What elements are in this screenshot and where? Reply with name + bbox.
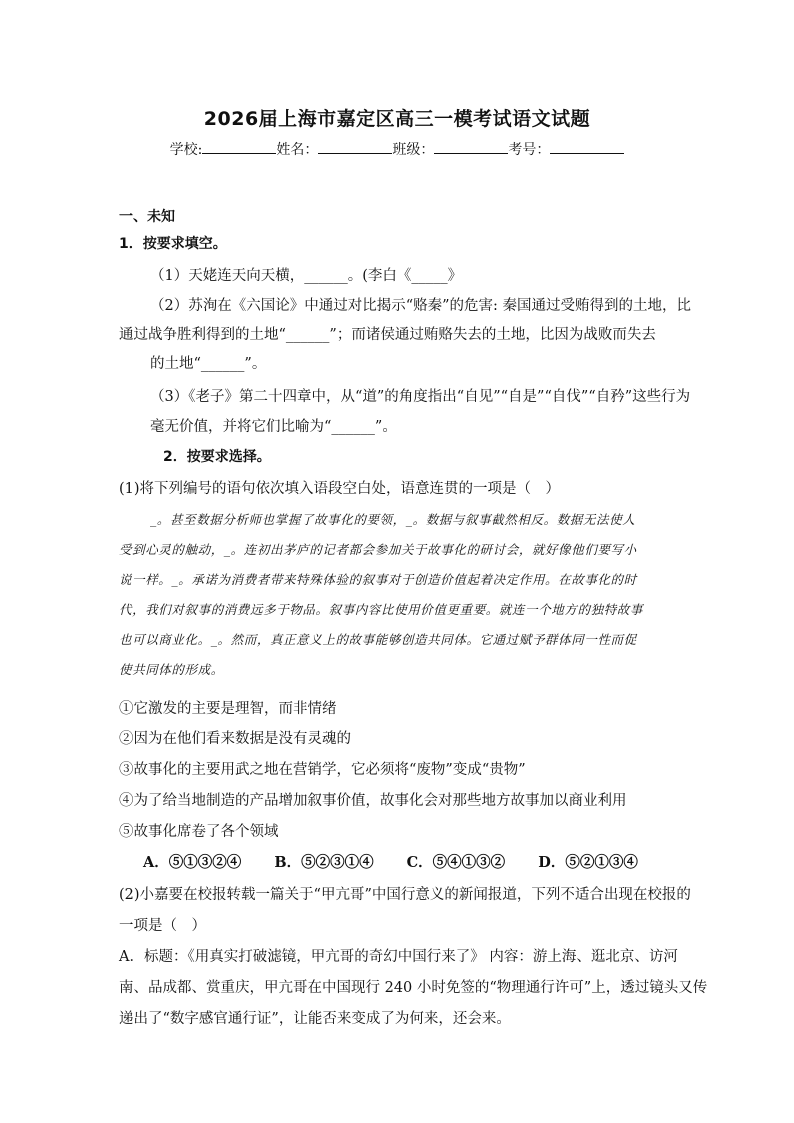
- answer-choice-d[interactable]: D．⑤②①③④: [538, 854, 638, 871]
- passage-line: 代，我们对叙事的消费远多于物品。叙事内容比使用价值更重要。就连一个地方的独特故事: [119, 602, 644, 617]
- answer-choice-b[interactable]: B．⑤②③①④: [274, 854, 374, 871]
- q1-item-1: （1）天姥连天向天横，______。(李白《_____》: [150, 268, 463, 284]
- passage-line: 使共同体的形成。: [119, 662, 224, 677]
- q1-item-3-line-1: （3）《老子》第二十四章中，从“道”的角度指出“自见”“自是”“自伐”“自矜”这些行为: [150, 389, 691, 405]
- answer-choices: [143, 851, 666, 872]
- option-sentence-4: ④为了给当地制造的产品增加叙事价值，故事化会对那些地方故事加以商业利用: [119, 793, 627, 809]
- q1-item-2-line-2: 通过战争胜利得到的土地“______”；而诸侯通过贿赂失去的土地，比因为战败而失去: [119, 327, 656, 343]
- passage-line: _。甚至数据分析师也掌握了故事化的要领，_。数据与叙事截然相反。数据无法使人: [150, 512, 636, 527]
- student-info-line: [0, 139, 794, 159]
- name-blank[interactable]: [318, 139, 392, 154]
- question-2-heading: 2．按要求选择。: [163, 449, 271, 465]
- school-blank[interactable]: [202, 139, 276, 154]
- option-sentence-2: ②因为在他们看来数据是没有灵魂的: [119, 731, 351, 747]
- exam-no-label: 考号：: [508, 142, 551, 158]
- question-1-heading: 1．按要求填空。: [119, 236, 227, 252]
- q2-sub2-stem-line-1: (2)小嘉要在校报转载一篇关于“甲亢哥”中国行意义的新闻报道，下列不适合出现在校报的: [119, 887, 691, 903]
- exam-no-blank[interactable]: [550, 139, 624, 154]
- option-sentence-5: ⑤故事化席卷了各个领域: [119, 824, 279, 840]
- option-sentence-1: ①它激发的主要是理智，而非情绪: [119, 701, 337, 717]
- class-label: 班级：: [392, 142, 435, 158]
- q1-item-2-line-3: 的土地“______”。: [150, 356, 267, 372]
- name-label: 姓名：: [276, 142, 319, 158]
- passage-line: 受到心灵的触动，_。连初出茅庐的记者都会参加关于故事化的研讨会，就好像他们要写小: [119, 542, 637, 557]
- q2-sub2-stem-line-2: 一项是（ ）: [119, 918, 206, 934]
- section-heading: 一、未知: [119, 209, 175, 225]
- q2-sub2-option-a-line-3: 递出了“数字感官通行证”，让能否来变成了为何来，还会来。: [119, 1011, 511, 1027]
- school-label: 学校:: [169, 142, 203, 158]
- q1-item-2-line-1: （2）苏洵在《六国论》中通过对比揭示“赂秦”的危害: 秦国通过受贿得到的土地，比: [150, 298, 692, 314]
- class-blank[interactable]: [434, 139, 508, 154]
- answer-choice-c[interactable]: C．⑤④①③②: [406, 854, 506, 871]
- passage-line: 也可以商业化。_。然而，真正意义上的故事能够创造共同体。它通过赋予群体同一性而促: [119, 632, 637, 647]
- answer-choice-a[interactable]: A．⑤①③②④: [143, 854, 242, 871]
- passage-line: 说一样。_。承诺为消费者带来特殊体验的叙事对于创造价值起着决定作用。在故事化的时: [119, 572, 637, 587]
- q1-item-3-line-2: 毫无价值，并将它们比喻为“______”。: [150, 419, 397, 435]
- page-title: 2026届上海市嘉定区高三一模考试语文试题: [203, 108, 591, 130]
- option-sentence-3: ③故事化的主要用武之地在营销学，它必须将“废物”变成“贵物”: [119, 762, 526, 778]
- q2-sub2-option-a-line-2: 南、品成都、赏重庆，甲亢哥在中国现行 240 小时免签的“物理通行许可”上，透过镜头又传: [119, 980, 708, 996]
- q2-sub2-option-a-line-1: A．标题：《用真实打破滤镜，甲亢哥的奇幻中国行来了》 内容：游上海、逛北京、访河: [119, 949, 678, 965]
- q2-sub1-stem: (1)将下列编号的语句依次填入语段空白处，语意连贯的一项是（ ）: [119, 481, 561, 497]
